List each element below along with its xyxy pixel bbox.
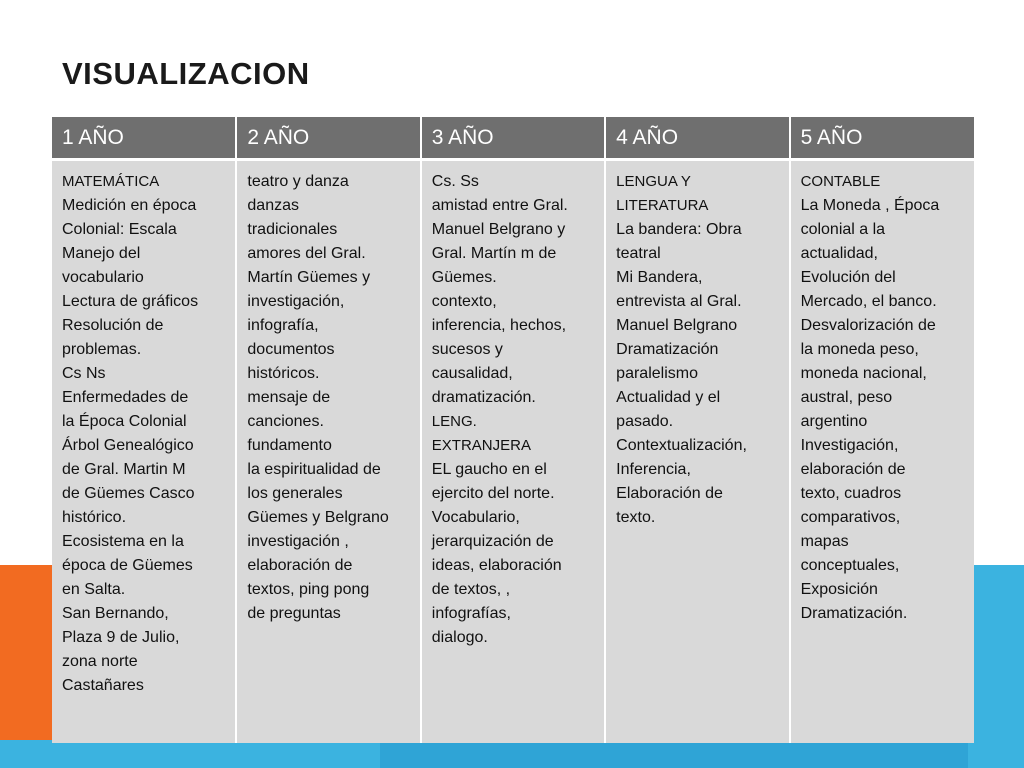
cell-text-line: infografía, <box>247 317 319 334</box>
cell-text-line: Investigación, <box>800 437 899 454</box>
header-year-1: 1 AÑO <box>52 117 236 160</box>
cell-text-line: documentos <box>247 341 335 358</box>
cell-text-line: La Moneda , Época <box>800 197 940 214</box>
cell-text-line: investigación, <box>247 293 345 310</box>
cell-year-3 <box>421 160 605 744</box>
cell-text-line: amistad entre Gral. <box>431 197 568 214</box>
cell-text-line: Actualidad y el <box>616 389 721 406</box>
cell-text-line: Desvalorización de <box>800 317 936 334</box>
cell-text-line: argentino <box>800 413 868 430</box>
cell-text-line: Cs. Ss <box>431 173 479 190</box>
cell-text-line: Dramatización <box>616 341 719 358</box>
cell-text-line: ideas, elaboración <box>431 557 562 574</box>
cell-text-line: San Bernando, <box>62 605 169 622</box>
cell-text-line: problemas. <box>62 341 142 358</box>
decorative-blue-band-left <box>0 740 400 768</box>
cell-text-line: La bandera: Obra <box>616 221 742 238</box>
cell-text-line: dialogo. <box>431 629 488 646</box>
cell-text-line: pasado. <box>616 413 674 430</box>
cell-text-line: textos, ping pong <box>247 581 370 598</box>
header-year-5: 5 AÑO <box>790 117 974 160</box>
cell-text-line: Gral. Martín m de <box>431 245 557 262</box>
cell-text-line: la espiritualidad de <box>247 461 381 478</box>
cell-text-line: de preguntas <box>247 605 341 622</box>
cell-text-line: Dramatización. <box>800 605 908 622</box>
cell-text-line: época de Güemes <box>62 557 193 574</box>
decorative-blue-band-bottom <box>380 742 1024 768</box>
cell-text-line: mapas <box>800 533 849 550</box>
cell-text-line: Güemes. <box>431 269 497 286</box>
cell-text-line: amores del Gral. <box>247 245 366 262</box>
cell-text-line: Lectura de gráficos <box>62 293 199 310</box>
cell-text-line: texto. <box>616 509 656 526</box>
cell-text-line: MATEMÁTICA <box>62 173 160 190</box>
header-year-4: 4 AÑO <box>605 117 789 160</box>
cell-text-line: LITERATURA <box>616 197 709 214</box>
cell-text-line: Árbol Genealógico <box>62 437 194 454</box>
cell-text-line: los generales <box>247 485 343 502</box>
header-year-2: 2 AÑO <box>236 117 420 160</box>
header-year-3: 3 AÑO <box>421 117 605 160</box>
cell-text-line: la moneda peso, <box>800 341 919 358</box>
cell-text-line: Manuel Belgrano y <box>431 221 566 238</box>
cell-year-2 <box>236 160 420 744</box>
cell-text-line: Manejo del <box>62 245 141 262</box>
cell-text-line: Ecosistema en la <box>62 533 184 550</box>
cell-text-line: actualidad, <box>800 245 878 262</box>
cell-text-line: elaboración de <box>800 461 906 478</box>
cell-text-line: en Salta. <box>62 581 126 598</box>
cell-text-line: Güemes y Belgrano <box>247 509 389 526</box>
cell-text-line: CONTABLE <box>800 173 881 190</box>
cell-text-line: Martín Güemes y <box>247 269 371 286</box>
cell-year-1 <box>52 160 236 744</box>
cell-text-line: LENGUA Y <box>616 173 691 190</box>
cell-text-line: Vocabulario, <box>431 509 520 526</box>
cell-text-line: conceptuales, <box>800 557 900 574</box>
cell-text-line: Mercado, el banco. <box>800 293 937 310</box>
cell-text-line: canciones. <box>247 413 324 430</box>
cell-text-line: teatral <box>616 245 661 262</box>
decorative-orange-band <box>0 565 60 768</box>
cell-text-line: históricos. <box>247 365 320 382</box>
cell-text-line: Medición en época <box>62 197 197 214</box>
cell-text-line: Cs Ns <box>62 365 106 382</box>
cell-text-line: Elaboración de <box>616 485 723 502</box>
cell-text-line: texto, cuadros <box>800 485 902 502</box>
cell-text-line: fundamento <box>247 437 332 454</box>
cell-text-line: de Güemes Casco <box>62 485 195 502</box>
cell-text-line: jerarquización de <box>431 533 554 550</box>
cell-text-line: inferencia, hechos, <box>431 317 567 334</box>
cell-text-line: contexto, <box>431 293 497 310</box>
cell-text-line: austral, peso <box>800 389 893 406</box>
cell-text-line: comparativos, <box>800 509 901 526</box>
cell-text-line: ejercito del norte. <box>431 485 555 502</box>
cell-text-line: Castañares <box>62 677 144 694</box>
cell-text-line: sucesos y <box>431 341 503 358</box>
slide-title: VISUALIZACION <box>62 56 310 91</box>
curriculum-table <box>52 117 974 743</box>
cell-text-line: elaboración de <box>247 557 353 574</box>
cell-text-line: Evolución del <box>800 269 896 286</box>
cell-text-line: dramatización. <box>431 389 536 406</box>
cell-text-line: histórico. <box>62 509 127 526</box>
cell-text-line: de Gral. Martin M <box>62 461 186 478</box>
cell-text-line: Enfermedades de <box>62 389 189 406</box>
cell-text-line: Mi Bandera, <box>616 269 703 286</box>
decorative-blue-band-right <box>968 565 1024 768</box>
cell-text-line: paralelismo <box>616 365 698 382</box>
cell-text-line: danzas <box>247 197 299 214</box>
cell-text-line: causalidad, <box>431 365 513 382</box>
cell-text-line: vocabulario <box>62 269 144 286</box>
cell-text-line: infografías, <box>431 605 511 622</box>
cell-text-line: mensaje de <box>247 389 331 406</box>
cell-text-line: Plaza 9 de Julio, <box>62 629 180 646</box>
cell-text-line: entrevista al Gral. <box>616 293 742 310</box>
cell-text-line: tradicionales <box>247 221 338 238</box>
cell-text-line: Contextualización, <box>616 437 747 454</box>
cell-text-line: de textos, , <box>431 581 511 598</box>
cell-text-line: LENG. <box>431 413 477 430</box>
cell-text-line: zona norte <box>62 653 138 670</box>
cell-text-line: EXTRANJERA <box>431 437 531 454</box>
cell-year-5 <box>790 160 974 744</box>
cell-text-line: colonial a la <box>800 221 886 238</box>
table-header-row <box>52 117 974 160</box>
cell-text-line: Manuel Belgrano <box>616 317 738 334</box>
cell-text-line: teatro y danza <box>247 173 349 190</box>
cell-text-line: moneda nacional, <box>800 365 927 382</box>
table-row <box>52 160 974 744</box>
cell-text-line: Exposición <box>800 581 878 598</box>
cell-text-line: investigación , <box>247 533 349 550</box>
cell-text-line: Inferencia, <box>616 461 691 478</box>
cell-text-line: EL gaucho en el <box>431 461 547 478</box>
cell-year-4 <box>605 160 789 744</box>
cell-text-line: Colonial: Escala <box>62 221 177 238</box>
cell-text-line: la Época Colonial <box>62 413 187 430</box>
cell-text-line: Resolución de <box>62 317 164 334</box>
